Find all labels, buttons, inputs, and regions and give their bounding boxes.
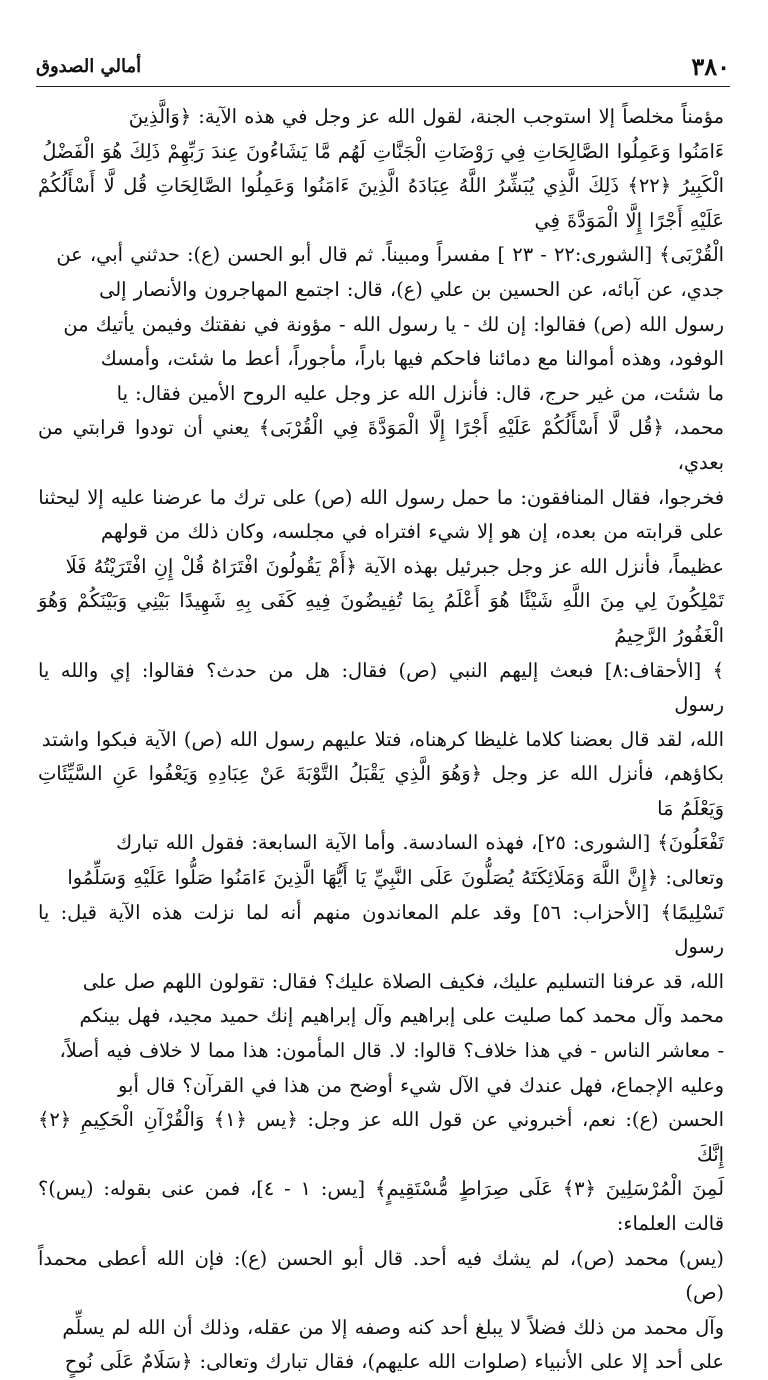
- text-line: الله، لقد قال بعضنا كلاما غليظا كرهناه، فتلا عليهم رسول الله (ص) الآية فبكوا واشتد: [41, 727, 724, 751]
- text-line: ما شئت، من غير حرج، قال: فأنزل الله عز وجل عليه الروح الأمين فقال: يا: [116, 381, 724, 405]
- text-line: فخرجوا، فقال المنافقون: ما حمل رسول الله (ص) على ترك ما عرضنا عليه إلا ليحثنا: [38, 485, 724, 509]
- text-line: على قرابته من بعده، إن هو إلا شيء افتراه في مجلسه، وكان ذلك من قولهم: [100, 520, 724, 544]
- text-line: رسول الله (ص) فقالوا: إن لك - يا رسول الله - مؤونة في نفقتك وفيمن يأتيك من: [63, 312, 724, 336]
- text-line: لَمِنَ الْمُرْسَلِينَ ﴿٣﴾ عَلَى صِرَاطٍ مُّسْتَقِيمٍ﴾ [يس: ١ - ٤]، فمن عنى بقوله: (يس)؟ قالت العلماء:: [38, 1177, 724, 1235]
- text-line: محمد وآل محمد كما صليت على إبراهيم وآل إبراهيم إنك حميد مجيد، فهل بينكم: [79, 1004, 724, 1028]
- page-header: [36, 48, 730, 88]
- text-line: على أحد إلا على الأنبياء (صلوات الله عليهم)، فقال تبارك وتعالى: ﴿سَلَامٌ عَلَى نُوحٍ: [64, 1350, 724, 1374]
- text-line: وتعالى: ﴿إِنَّ اللَّهَ وَمَلَائِكَتَهُ يُصَلُّونَ عَلَى النَّبِيِّ يَا أَيُّهَا الَّذِينَ ءَامَنُوا صَلُّوا عَلَيْهِ وَسَلِّمُوا: [67, 866, 724, 890]
- text-line: الحسن (ع): نعم، أخبروني عن قول الله عز وجل: ﴿يس ﴿١﴾ وَالْقُرْآنِ الْحَكِيمِ ﴿٢﴾ إِنَّكَ: [38, 1108, 724, 1166]
- text-line: جدي، عن آبائه، عن الحسين بن علي (ع)، قال: اجتمع المهاجرون والأنصار إلى: [99, 277, 724, 301]
- text-line: مؤمناً مخلصاً إلا استوجب الجنة، لقول الله عز وجل في هذه الآية: ﴿وَالَّذِينَ: [128, 105, 724, 128]
- text-line: بكاؤهم، فأنزل الله عز وجل ﴿وَهُوَ الَّذِي يَقْبَلُ التَّوْبَةَ عَنْ عِبَادِهِ وَيَعْفُوا عَنِ السَّيِّئَاتِ وَيَعْلَمُ مَا: [38, 762, 724, 820]
- page-number: ٣٨٠: [691, 52, 730, 81]
- text-line: ﴾ [الأحقاف:٨] فبعث إليهم النبي (ص) فقال: هل من حدث؟ فقالوا: إي والله يا رسول: [38, 658, 724, 717]
- text-line: الوفود، وهذه أموالنا مع دمائنا فاحكم فيها باراً، مأجوراً، أعط ما شئت، وأمسك: [100, 347, 724, 371]
- text-line: تَسْلِيمًا﴾ [الأحزاب: ٥٦] وقد علم المعاندون منهم أنه لما نزلت هذه الآية قيل: يا رسول: [38, 900, 725, 959]
- text-line: ءَامَنُوا وَعَمِلُوا الصَّالِحَاتِ فِي رَوْضَاتِ الْجَنَّاتِ لَهُم مَّا يَشَاءُونَ عِندَ رَبِّهِمْ ذَلِكَ هُوَ الْفَضْلُ: [42, 139, 724, 163]
- text-line: الله، قد عرفنا التسليم عليك، فكيف الصلاة عليك؟ فقال: تقولون اللهم صل على: [82, 969, 724, 993]
- text-line: الْكَبِيرُ ﴿٢٢﴾ ذَلِكَ الَّذِي يُبَشِّرُ اللَّهُ عِبَادَهُ الَّذِينَ ءَامَنُوا وَعَمِلُوا الصَّالِحَاتِ قُل لَّا أَسْأَلُكُمْ عَلَيْهِ أَجْرًا إِلَّا الْمَوَدَّةَ فِي: [38, 174, 724, 232]
- text-line: تَمْلِكُونَ لِي مِنَ اللَّهِ شَيْئًا هُوَ أَعْلَمُ بِمَا تُفِيضُونَ فِيهِ كَفَى بِهِ شَهِيدًا بَيْنِي وَبَيْنَكُمْ وَهُوَ الْغَفُورُ الرَّحِيمُ: [38, 589, 724, 647]
- book-title: أمالي الصدوق: [36, 56, 142, 77]
- text-line: - معاشر الناس - في هذا خلاف؟ قالوا: لا. قال المأمون: هذا مما لا خلاف فيه أصلاً،: [59, 1039, 724, 1063]
- text-line: عظيماً، فأنزل الله عز وجل جبرئيل بهذه الآية ﴿أَمْ يَقُولُونَ افْتَرَاهُ قُلْ إِنِ افْتَرَيْتُهُ فَلَا: [65, 554, 724, 578]
- body-text: [38, 100, 724, 1380]
- text-line: الْقُرْبَى﴾ [الشورى:٢٢ - ٢٣ ] مفسراً ومبيناً. ثم قال أبو الحسن (ع): حدثني أبي، عن: [56, 243, 724, 267]
- header-divider: [36, 86, 730, 87]
- text-line: تَفْعَلُونَ﴾ [الشورى: ٢٥]، فهذه السادسة. وأما الآية السابعة: فقول الله تبارك: [116, 831, 724, 855]
- text-line: وعليه الإجماع، فهل عندك في الآل شيء أوضح من هذا في القرآن؟ قال أبو: [118, 1073, 724, 1097]
- text-line: وآل محمد من ذلك فضلاً لا يبلغ أحد كنه وصفه إلا من عقله، وذلك أن الله لم يسلِّم: [62, 1315, 724, 1339]
- text-line: محمد، ﴿قُل لَّا أَسْأَلُكُمْ عَلَيْهِ أَجْرًا إِلَّا الْمَوَدَّةَ فِي الْقُرْبَى﴾ يعني أن تودوا قرابتي من بعدي،: [38, 416, 724, 474]
- text-line: (يس) محمد (ص)، لم يشك فيه أحد. قال أبو الحسن (ع): فإن الله أعطى محمداً (ص): [38, 1246, 724, 1305]
